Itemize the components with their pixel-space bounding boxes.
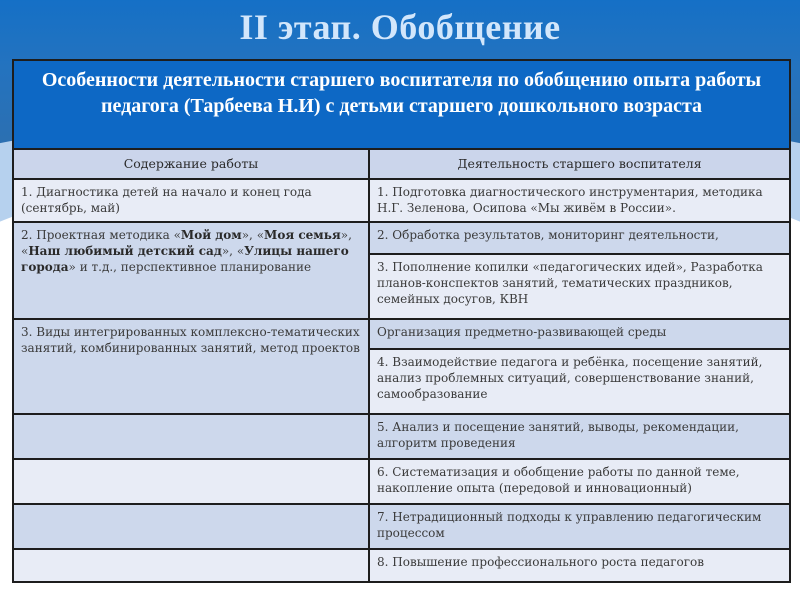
table-cell-left: 1. Диагностика детей на начало и конец года (сентябрь, май) [13, 179, 369, 222]
table-row [13, 179, 790, 222]
text-part: » и т.д., перспективное планирование [68, 260, 312, 274]
table-cell-right: 3. Пополнение копилки «педагогических идей», Разработка планов-конспектов занятий, тематических праздников, семейных досугов, КВН [369, 254, 790, 319]
table-cell-left: 3. Виды интегрированных комплексно-тематических занятий, комбинированных занятий, метод проектов [13, 319, 369, 414]
table-cell-right: 5. Анализ и посещение занятий, выводы, рекомендации, алгоритм проведения [369, 414, 790, 459]
table-cell-right: Организация предметно-развивающей среды [369, 319, 790, 349]
text-part: », « [221, 244, 245, 258]
table-row [13, 459, 790, 504]
table-cell-right: 2. Обработка результатов, мониторинг деятельности, [369, 222, 790, 254]
table-cell-left [13, 222, 369, 319]
table-row [13, 504, 790, 549]
table-cell-right: 1. Подготовка диагностического инструментария, методика Н.Г. Зеленова, Осипова «Мы живём в России». [369, 179, 790, 222]
project-name: Мой дом [180, 228, 242, 242]
text-part: », « [21, 228, 352, 258]
table-row [13, 414, 790, 459]
table-cell-right: 6. Систематизация и обобщение работы по данной теме, накопление опыта (передовой и инновационный) [369, 459, 790, 504]
table-cell-left-empty [13, 414, 369, 459]
slide-title: II этап. Обобщение [239, 7, 561, 47]
table-row [13, 549, 790, 582]
table-cell-right: 4. Взаимодействие педагога и ребёнка, посещение занятий, анализ проблемных ситуаций, совершенствование знаний, самообразование [369, 349, 790, 414]
column-header-senior-activity: Деятельность старшего воспитателя [369, 149, 790, 179]
table-cell-left-empty [13, 549, 369, 582]
table-cell-left-empty [13, 504, 369, 549]
table-row [13, 222, 790, 254]
table-cell-left-empty [13, 459, 369, 504]
table-caption: Особенности деятельности старшего воспитателя по обобщению опыта работы педагога (Тарбеева Н.И) с детьми старшего дошкольного возраста [13, 60, 790, 149]
text-part: », « [241, 228, 265, 242]
project-name: Улицы нашего города [21, 244, 349, 274]
activities-table [12, 59, 791, 583]
column-header-row [13, 149, 790, 179]
project-name: Наш любимый детский сад [28, 244, 222, 258]
table-cell-right: 8. Повышение профессионального роста педагогов [369, 549, 790, 582]
column-header-work-content: Содержание работы [13, 149, 369, 179]
text-part: 2. Проектная методика « [21, 228, 181, 242]
table-row [13, 319, 790, 349]
table-cell-right: 7. Нетрадиционный подходы к управлению педагогическим процессом [369, 504, 790, 549]
table-caption-row [13, 60, 790, 149]
project-name: Моя семья [264, 228, 341, 242]
